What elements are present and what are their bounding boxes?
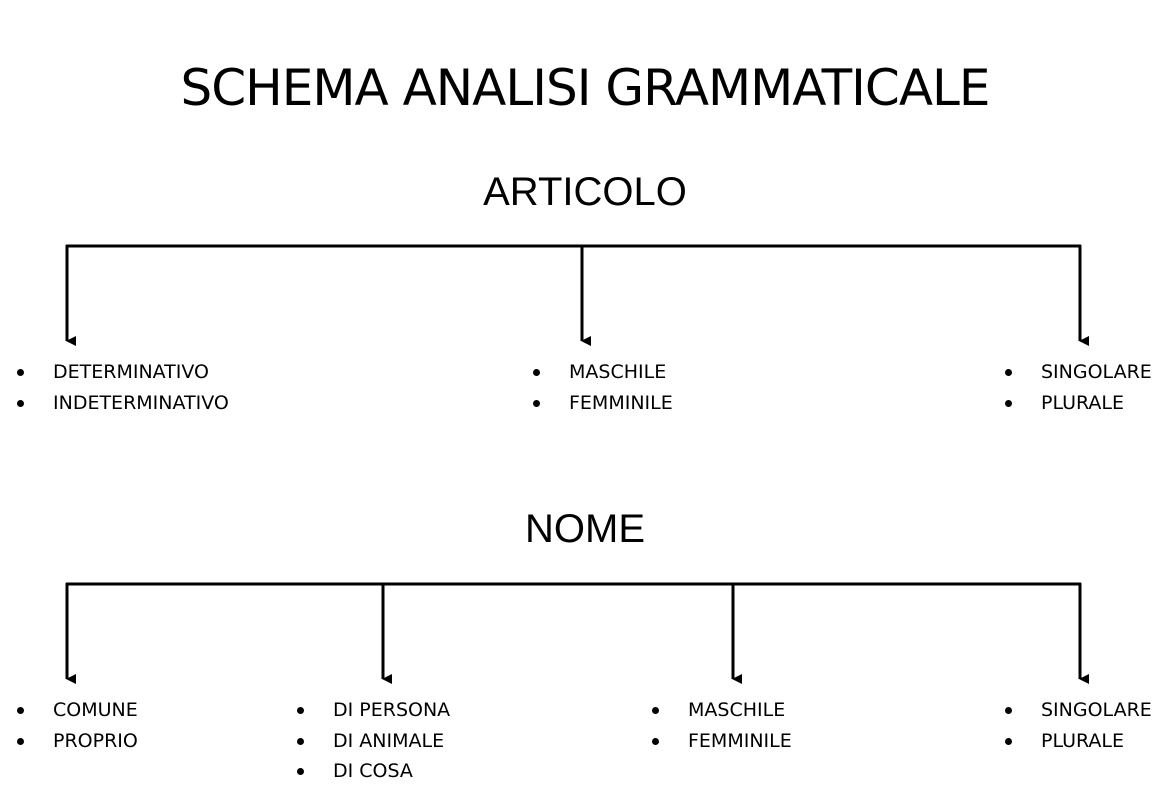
list-item	[297, 756, 450, 787]
list-item	[297, 695, 450, 726]
list-item	[1005, 388, 1152, 419]
list-item-label: FEMMINILE	[688, 729, 792, 752]
list-item	[533, 357, 673, 388]
list-item	[1005, 357, 1152, 388]
bullet-icon	[17, 369, 24, 376]
bullet-icon	[17, 400, 24, 407]
bullet-icon	[652, 738, 659, 745]
articolo-group-tipo	[17, 357, 229, 418]
bullet-icon	[297, 768, 304, 775]
bullet-icon	[533, 369, 540, 376]
bullet-icon	[1005, 369, 1012, 376]
nome-group-categoria	[297, 695, 450, 787]
bullet-icon	[297, 738, 304, 745]
list-item-label: MASCHILE	[569, 361, 667, 383]
nome-group-numero	[1005, 695, 1152, 756]
list-item	[17, 388, 229, 419]
list-item-label: DI ANIMALE	[333, 729, 445, 752]
list-item	[297, 726, 450, 757]
list-item-label: DETERMINATIVO	[53, 361, 210, 383]
list-item-label: SINGOLARE	[1041, 699, 1152, 721]
list-item	[533, 388, 673, 419]
bullet-icon	[652, 707, 659, 714]
list-item	[652, 695, 792, 726]
list-item-label: COMUNE	[53, 699, 138, 721]
list-item-label: MASCHILE	[688, 699, 786, 721]
list-item-label: INDETERMINATIVO	[53, 391, 229, 414]
articolo-group-genere	[533, 357, 673, 418]
bullet-icon	[17, 738, 24, 745]
articolo-heading: ARTICOLO	[483, 170, 687, 214]
bullet-icon	[1005, 738, 1012, 745]
list-item-label: PLURALE	[1041, 729, 1125, 752]
articolo-group-numero	[1005, 357, 1152, 418]
nome-group-tipo	[17, 695, 138, 756]
list-item-label: DI COSA	[333, 760, 413, 782]
list-item-label: FEMMINILE	[569, 391, 673, 414]
nome-group-genere	[652, 695, 792, 756]
bullet-icon	[533, 400, 540, 407]
list-item	[1005, 695, 1152, 726]
list-item	[652, 726, 792, 757]
list-item-label: SINGOLARE	[1041, 361, 1152, 383]
list-item	[17, 357, 229, 388]
list-item-label: PLURALE	[1041, 391, 1125, 414]
list-item	[17, 726, 138, 757]
bullet-icon	[17, 707, 24, 714]
nome-heading: NOME	[525, 507, 645, 551]
list-item-label: PROPRIO	[53, 729, 138, 752]
list-item-label: DI PERSONA	[333, 699, 451, 721]
bullet-icon	[1005, 400, 1012, 407]
articolo-branches	[66, 245, 1081, 341]
bullet-icon	[1005, 707, 1012, 714]
bullet-icon	[297, 707, 304, 714]
list-item	[1005, 726, 1152, 757]
nome-branches	[66, 583, 1081, 679]
list-item	[17, 695, 138, 726]
diagram-title: SCHEMA ANALISI GRAMMATICALE	[180, 59, 990, 117]
